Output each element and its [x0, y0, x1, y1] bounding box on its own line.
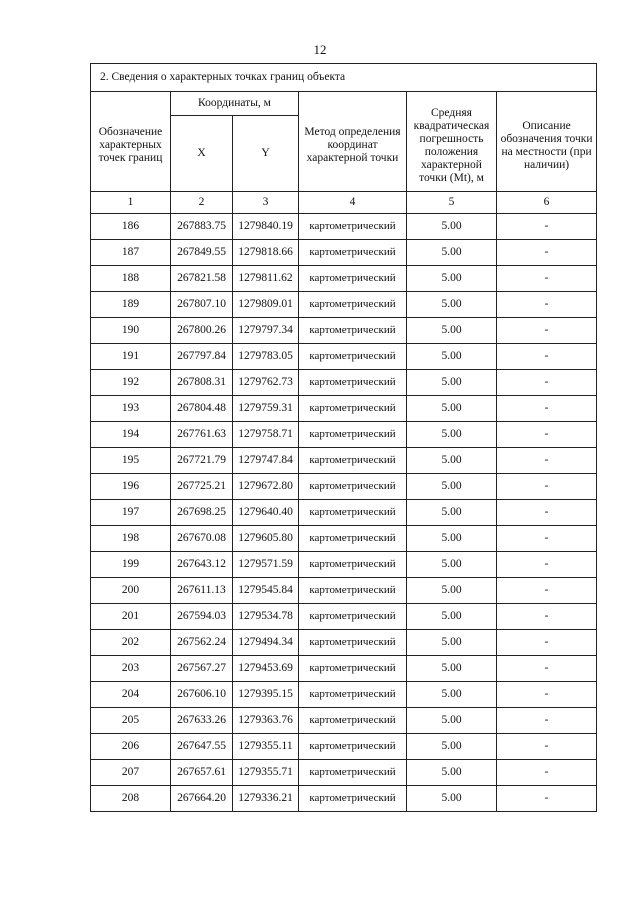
cell-description: -	[497, 708, 597, 734]
cell-point: 188	[91, 266, 171, 292]
cell-x: 267611.13	[171, 578, 233, 604]
cell-y: 1279783.05	[233, 344, 299, 370]
cell-x: 267804.48	[171, 396, 233, 422]
cell-mt: 5.00	[407, 474, 497, 500]
cell-description: -	[497, 578, 597, 604]
cell-mt: 5.00	[407, 344, 497, 370]
cell-point: 194	[91, 422, 171, 448]
column-number-row	[91, 192, 597, 214]
cell-description: -	[497, 760, 597, 786]
cell-point: 201	[91, 604, 171, 630]
cell-point: 203	[91, 656, 171, 682]
table-row	[91, 266, 597, 292]
cell-mt: 5.00	[407, 396, 497, 422]
table-row	[91, 552, 597, 578]
cell-x: 267657.61	[171, 760, 233, 786]
header-y: Y	[233, 116, 299, 192]
table-row	[91, 682, 597, 708]
column-number: 2	[171, 192, 233, 214]
cell-mt: 5.00	[407, 630, 497, 656]
cell-point: 195	[91, 448, 171, 474]
cell-x: 267725.21	[171, 474, 233, 500]
cell-mt: 5.00	[407, 656, 497, 682]
cell-mt: 5.00	[407, 292, 497, 318]
cell-x: 267670.08	[171, 526, 233, 552]
cell-description: -	[497, 448, 597, 474]
table-row	[91, 448, 597, 474]
cell-description: -	[497, 682, 597, 708]
header-row	[91, 92, 597, 116]
page-number: 12	[313, 42, 327, 57]
section-title: 2. Сведения о характерных точках границ объекта	[91, 64, 597, 92]
cell-y: 1279640.40	[233, 500, 299, 526]
cell-mt: 5.00	[407, 266, 497, 292]
column-number: 5	[407, 192, 497, 214]
column-number: 1	[91, 192, 171, 214]
cell-method: картометрический	[299, 760, 407, 786]
cell-method: картометрический	[299, 604, 407, 630]
cell-mt: 5.00	[407, 214, 497, 240]
cell-description: -	[497, 734, 597, 760]
cell-description: -	[497, 630, 597, 656]
cell-description: -	[497, 344, 597, 370]
cell-point: 208	[91, 786, 171, 812]
cell-method: картометрический	[299, 344, 407, 370]
cell-method: картометрический	[299, 318, 407, 344]
cell-method: картометрический	[299, 552, 407, 578]
cell-x: 267800.26	[171, 318, 233, 344]
cell-mt: 5.00	[407, 578, 497, 604]
cell-method: картометрический	[299, 474, 407, 500]
cell-x: 267562.24	[171, 630, 233, 656]
cell-y: 1279762.73	[233, 370, 299, 396]
header-description: Описание обозначения точки на местности (при наличии)	[497, 92, 597, 192]
cell-y: 1279534.78	[233, 604, 299, 630]
cell-y: 1279605.80	[233, 526, 299, 552]
table-row	[91, 370, 597, 396]
table-row	[91, 422, 597, 448]
cell-x: 267883.75	[171, 214, 233, 240]
cell-mt: 5.00	[407, 604, 497, 630]
column-number: 4	[299, 192, 407, 214]
table-row	[91, 240, 597, 266]
cell-method: картометрический	[299, 682, 407, 708]
cell-mt: 5.00	[407, 552, 497, 578]
table-row	[91, 214, 597, 240]
table-row	[91, 734, 597, 760]
table-row	[91, 578, 597, 604]
cell-mt: 5.00	[407, 786, 497, 812]
cell-method: картометрический	[299, 578, 407, 604]
table-row	[91, 630, 597, 656]
cell-y: 1279395.15	[233, 682, 299, 708]
cell-point: 193	[91, 396, 171, 422]
cell-description: -	[497, 240, 597, 266]
cell-description: -	[497, 370, 597, 396]
cell-description: -	[497, 604, 597, 630]
cell-x: 267797.84	[171, 344, 233, 370]
cell-method: картометрический	[299, 734, 407, 760]
cell-point: 186	[91, 214, 171, 240]
table-row	[91, 318, 597, 344]
cell-description: -	[497, 786, 597, 812]
cell-point: 191	[91, 344, 171, 370]
cell-x: 267594.03	[171, 604, 233, 630]
table-row	[91, 760, 597, 786]
cell-x: 267821.58	[171, 266, 233, 292]
cell-description: -	[497, 396, 597, 422]
cell-method: картометрический	[299, 708, 407, 734]
cell-mt: 5.00	[407, 734, 497, 760]
cell-y: 1279758.71	[233, 422, 299, 448]
cell-method: картометрический	[299, 266, 407, 292]
cell-method: картометрический	[299, 370, 407, 396]
cell-mt: 5.00	[407, 240, 497, 266]
cell-description: -	[497, 474, 597, 500]
cell-x: 267808.31	[171, 370, 233, 396]
cell-x: 267567.27	[171, 656, 233, 682]
cell-y: 1279453.69	[233, 656, 299, 682]
cell-x: 267698.25	[171, 500, 233, 526]
cell-description: -	[497, 214, 597, 240]
cell-x: 267647.55	[171, 734, 233, 760]
table-row	[91, 344, 597, 370]
cell-description: -	[497, 266, 597, 292]
table-row	[91, 786, 597, 812]
cell-y: 1279355.11	[233, 734, 299, 760]
header-error: Средняя квадратическая погрешность положения характерной точки (Mt), м	[407, 92, 497, 192]
cell-mt: 5.00	[407, 318, 497, 344]
cell-point: 189	[91, 292, 171, 318]
table-row	[91, 526, 597, 552]
cell-method: картометрический	[299, 526, 407, 552]
cell-method: картометрический	[299, 422, 407, 448]
cell-y: 1279759.31	[233, 396, 299, 422]
cell-point: 192	[91, 370, 171, 396]
header-point-designation: Обозначение характерных точек границ	[91, 92, 171, 192]
section-title-row	[91, 64, 597, 92]
column-number: 6	[497, 192, 597, 214]
table-row	[91, 656, 597, 682]
cell-x: 267849.55	[171, 240, 233, 266]
cell-y: 1279355.71	[233, 760, 299, 786]
table-row	[91, 474, 597, 500]
cell-method: картометрический	[299, 396, 407, 422]
cell-method: картометрический	[299, 630, 407, 656]
cell-description: -	[497, 292, 597, 318]
cell-x: 267606.10	[171, 682, 233, 708]
cell-x: 267761.63	[171, 422, 233, 448]
cell-x: 267643.12	[171, 552, 233, 578]
cell-description: -	[497, 552, 597, 578]
cell-mt: 5.00	[407, 370, 497, 396]
cell-x: 267807.10	[171, 292, 233, 318]
table-row	[91, 604, 597, 630]
cell-method: картометрический	[299, 292, 407, 318]
header-coordinates: Координаты, м	[171, 92, 299, 116]
cell-point: 204	[91, 682, 171, 708]
column-number: 3	[233, 192, 299, 214]
cell-mt: 5.00	[407, 708, 497, 734]
cell-y: 1279811.62	[233, 266, 299, 292]
cell-point: 190	[91, 318, 171, 344]
cell-y: 1279363.76	[233, 708, 299, 734]
cell-method: картометрический	[299, 786, 407, 812]
cell-mt: 5.00	[407, 526, 497, 552]
header-x: X	[171, 116, 233, 192]
cell-description: -	[497, 500, 597, 526]
cell-y: 1279797.34	[233, 318, 299, 344]
table-row	[91, 708, 597, 734]
cell-method: картометрический	[299, 214, 407, 240]
cell-description: -	[497, 318, 597, 344]
cell-method: картометрический	[299, 448, 407, 474]
cell-y: 1279809.01	[233, 292, 299, 318]
cell-point: 207	[91, 760, 171, 786]
cell-point: 199	[91, 552, 171, 578]
cell-y: 1279571.59	[233, 552, 299, 578]
table-row	[91, 396, 597, 422]
cell-description: -	[497, 526, 597, 552]
cell-description: -	[497, 422, 597, 448]
cell-description: -	[497, 656, 597, 682]
cell-point: 187	[91, 240, 171, 266]
cell-y: 1279672.80	[233, 474, 299, 500]
boundary-points-table	[90, 63, 597, 812]
cell-point: 206	[91, 734, 171, 760]
cell-x: 267633.26	[171, 708, 233, 734]
cell-mt: 5.00	[407, 422, 497, 448]
cell-mt: 5.00	[407, 500, 497, 526]
cell-y: 1279818.66	[233, 240, 299, 266]
header-method: Метод определения координат характерной точки	[299, 92, 407, 192]
cell-method: картометрический	[299, 500, 407, 526]
cell-point: 197	[91, 500, 171, 526]
cell-point: 202	[91, 630, 171, 656]
cell-mt: 5.00	[407, 448, 497, 474]
cell-y: 1279545.84	[233, 578, 299, 604]
cell-method: картометрический	[299, 240, 407, 266]
cell-y: 1279494.34	[233, 630, 299, 656]
cell-method: картометрический	[299, 656, 407, 682]
cell-x: 267664.20	[171, 786, 233, 812]
cell-point: 196	[91, 474, 171, 500]
cell-x: 267721.79	[171, 448, 233, 474]
cell-point: 200	[91, 578, 171, 604]
table-row	[91, 292, 597, 318]
table-row	[91, 500, 597, 526]
cell-point: 198	[91, 526, 171, 552]
cell-mt: 5.00	[407, 760, 497, 786]
cell-point: 205	[91, 708, 171, 734]
cell-y: 1279336.21	[233, 786, 299, 812]
cell-mt: 5.00	[407, 682, 497, 708]
cell-y: 1279747.84	[233, 448, 299, 474]
cell-y: 1279840.19	[233, 214, 299, 240]
